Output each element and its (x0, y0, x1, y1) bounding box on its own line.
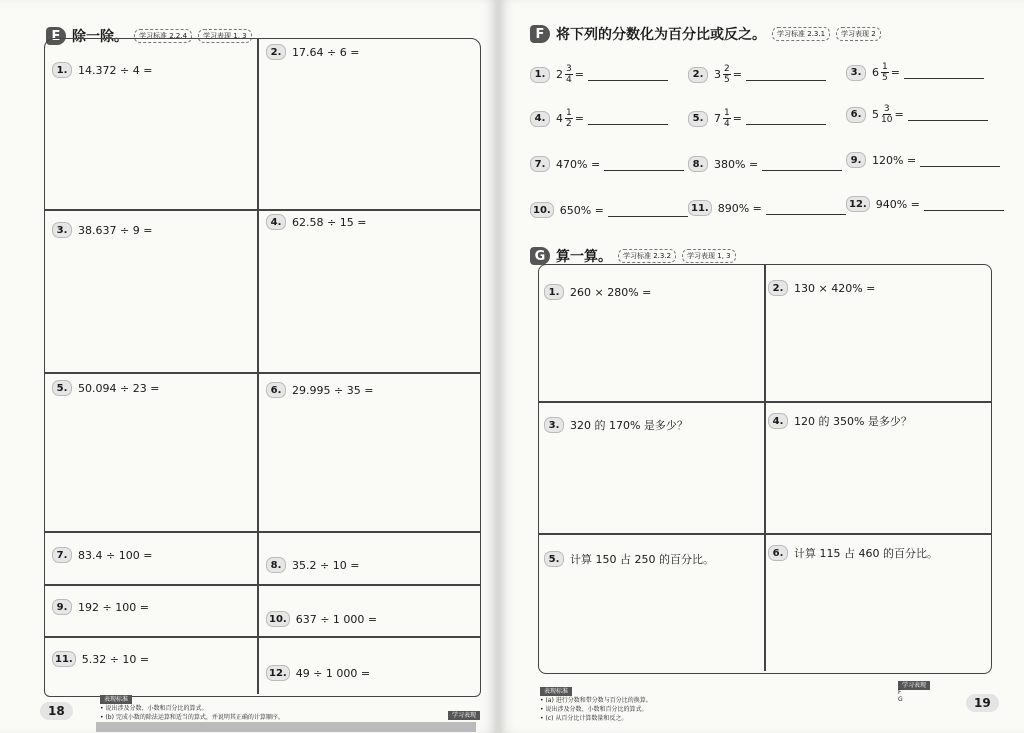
problem-f5[interactable]: 5. 7 $\frac{1}{4}$ = (688, 108, 826, 129)
footer-line: • 说出涉及分数、小数和百分比的算式。 (540, 706, 648, 713)
grid-divider (45, 209, 480, 211)
problem-f2[interactable]: 2. 3 $\frac{2}{5}$ = (688, 64, 826, 85)
problem-f6[interactable]: 6. 5 $\frac{3}{10}$ = (846, 104, 988, 125)
problem-e1[interactable]: 1. 14.372 ÷ 4 = (52, 62, 152, 78)
grid-divider (257, 39, 259, 694)
section-f-letter: F (530, 25, 550, 43)
section-f-performance: 学习表现 2 (836, 27, 881, 41)
calculation-grid (538, 264, 992, 674)
problem-f11[interactable]: 11. 890% = (688, 200, 846, 216)
footer-left (100, 694, 284, 721)
problem-f12[interactable]: 12. 940% = (846, 196, 1004, 212)
problem-g6[interactable]: 6. 计算 115 占 460 的百分比。 (768, 545, 938, 561)
grid-divider (764, 265, 766, 671)
problem-e3[interactable]: 3. 38.637 ÷ 9 = (52, 222, 152, 238)
section-g-standard: 学习标准 2.3.2 (618, 249, 676, 263)
perf-row-g: G (898, 696, 903, 703)
problem-e2[interactable]: 2. 17.64 ÷ 6 = (266, 44, 359, 60)
problem-f9[interactable]: 9. 120% = (846, 152, 1000, 168)
footer-perf-tag: 学习表现 (898, 681, 930, 690)
footer-perf-tag: 学习表现 (448, 711, 480, 720)
problem-g1[interactable]: 1. 260 × 280% = (544, 284, 651, 300)
problem-e9[interactable]: 9. 192 ÷ 100 = (52, 599, 149, 615)
perf-row-f: F (898, 689, 902, 696)
problem-e7[interactable]: 7. 83.4 ÷ 100 = (52, 547, 152, 563)
problem-g3[interactable]: 3. 320 的 170% 是多少？ (544, 417, 688, 433)
section-f-title: 将下列的分数化为百分比或反之。 (556, 27, 766, 43)
section-g-letter: G (530, 247, 550, 265)
problem-g5[interactable]: 5. 计算 150 占 250 的百分比。 (544, 551, 714, 567)
footer-tag: 表现标准 (540, 687, 572, 696)
problem-g2[interactable]: 2. 130 × 420% = (768, 280, 875, 296)
page-number-right: 19 (966, 694, 999, 712)
problem-f4[interactable]: 4. 4 $\frac{1}{2}$ = (530, 108, 668, 129)
page-number-left: 18 (40, 702, 73, 720)
grid-divider (539, 401, 991, 403)
footer-perf-right (898, 680, 930, 703)
footer-perf (448, 710, 480, 719)
section-f-header (530, 24, 881, 44)
problem-f8[interactable]: 8. 380% = (688, 156, 842, 172)
problem-f1[interactable]: 1. 2 $\frac{3}{4}$ = (530, 64, 668, 85)
problem-g4[interactable]: 4. 120 的 350% 是多少？ (768, 413, 912, 429)
section-e-title: 除一除。 (72, 29, 128, 45)
problem-e4[interactable]: 4. 62.58 ÷ 15 = (266, 214, 366, 230)
footer-right (540, 686, 652, 722)
left-page (0, 0, 496, 733)
footer-line: • 说出涉及分数、小数和百分比的算式。 (100, 705, 208, 712)
footer-tag: 表现标准 (100, 695, 132, 704)
problem-f10[interactable]: 10. 650% = (530, 202, 688, 218)
section-e-performance: 学习表现 1, 3 (198, 29, 252, 43)
problem-e10[interactable]: 10. 637 ÷ 1 000 = (266, 611, 377, 627)
problem-e6[interactable]: 6. 29.995 ÷ 35 = (266, 382, 373, 398)
footer-line: • (c) 从百分比计算数量和反之。 (540, 715, 628, 722)
section-g-header (530, 246, 736, 266)
footer-line: • (b) 完成小数的除法运算和适当的算式，并说明其正确的计算顺序。 (100, 714, 284, 721)
problem-e5[interactable]: 5. 50.094 ÷ 23 = (52, 380, 159, 396)
problem-f7[interactable]: 7. 470% = (530, 156, 684, 172)
footer-line: • (a) 进行分数和带分数与百分比的换算。 (540, 697, 652, 704)
grid-divider (45, 531, 480, 533)
section-f-standard: 学习标准 2.3.1 (772, 27, 830, 41)
problem-f3[interactable]: 3. 6 $\frac{1}{5}$ = (846, 62, 984, 83)
problem-e8[interactable]: 8. 35.2 ÷ 10 = (266, 557, 359, 573)
problem-e11[interactable]: 11. 5.32 ÷ 10 = (52, 651, 149, 667)
section-g-performance: 学习表现 1, 3 (682, 249, 736, 263)
grid-divider (45, 636, 480, 638)
section-g-title: 算一算。 (556, 249, 612, 265)
footer-bar (96, 722, 476, 732)
section-e-standard: 学习标准 2.2.4 (134, 29, 192, 43)
grid-divider (45, 584, 480, 586)
problem-e12[interactable]: 12. 49 ÷ 1 000 = (266, 665, 370, 681)
grid-divider (45, 372, 480, 374)
section-e-letter: E (46, 27, 66, 45)
grid-divider (539, 533, 991, 535)
